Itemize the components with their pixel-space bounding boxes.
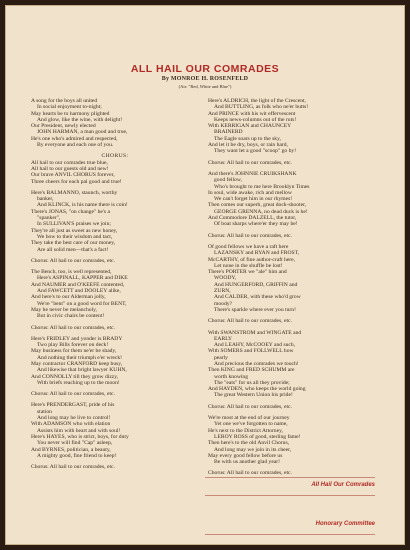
lyric-line: You never will find "Cap" asleep,	[37, 440, 113, 447]
lyric-line: All hail to our comrades true blue,	[31, 159, 108, 166]
lyric-line: Chorus: All hail to our comrades, etc.	[31, 391, 115, 398]
lyric-line: With SOMERS and FOLLWELL how	[208, 348, 294, 355]
lyric-line: Be with us another glad year!	[214, 459, 281, 466]
lyric-line: In soul, wide awake, rich and mellow	[208, 189, 292, 196]
lyric-line: They want let a good "scoop" go by!	[214, 148, 297, 155]
lyric-line: Then KING and FRED SCHUMM are	[208, 367, 295, 374]
lyric-line: LAZANSKY and RYAN and FROST,	[214, 250, 299, 257]
lyric-line: And likewise that bright lawyer KUHN,	[37, 367, 127, 374]
lyric-line: The "eats" for us all they provide;	[214, 379, 290, 386]
lyric-line: And here's to our Alderman jolly,	[31, 294, 106, 301]
lyric-line: May hearts be to harmony plighted	[31, 110, 110, 117]
lyric-line: Then comes our superb, great dock-shooter,	[208, 202, 307, 209]
lyric-line: The Eagle soars up to the sky,	[214, 135, 281, 142]
lyric-line: And BYRNES, politician, a beauty,	[31, 446, 111, 453]
lyric-line: Here's ASPINALL, KAPPER and DIKE	[37, 275, 128, 282]
lyric-line: pearly	[214, 354, 228, 361]
lyric-line: Chorus: All hail to our comrades, etc.	[31, 324, 115, 331]
lyric-line: Chorus: All hail to our comrades, etc.	[208, 470, 292, 477]
lyric-line: good fellow,	[214, 177, 242, 184]
lyric-line: And HAYDEN, who keeps the world going	[208, 386, 306, 393]
lyric-line: ZURN,	[214, 288, 231, 295]
program-page	[5, 5, 405, 545]
lyric-line: The great Western Union his pride!	[214, 392, 293, 399]
lyric-line: And FAWCETT and DOOLEY alike,	[37, 288, 121, 295]
footer-rule-bottom	[205, 534, 375, 535]
lyric-line: And BUTTLING, as folk who ne'er butts!	[214, 104, 309, 111]
lyric-line: LEROY ROSS of good, sterling fame!	[214, 433, 301, 440]
lyric-line: Of good fellows we have a raft here	[208, 243, 289, 250]
lyric-line: May business for them ne'er be shady,	[31, 348, 117, 355]
lyric-line: WOODY,	[214, 275, 237, 282]
lyric-line: And nothing their triumph e'er wreck!	[37, 354, 123, 361]
lyric-line: And NAUMER and O'KEEFE contented,	[31, 281, 125, 288]
lyric-line: And long may we join in its cheer,	[214, 446, 292, 453]
lyric-line: Chorus: All hail to our comrades, etc.	[208, 159, 292, 166]
lyric-line: JOHN HARMAN, a man good and true,	[37, 129, 128, 136]
lyric-line: We bow to their wisdom and tact,	[37, 233, 113, 240]
lyric-line: Our brave ANVIL CHORUS forever,	[31, 172, 115, 179]
lyric-line: Chorus: All hail to our comrades, etc.	[208, 403, 292, 410]
lyric-line: moody?	[214, 300, 233, 307]
lyric-line: Keeps news-columns out of the ruts!	[214, 116, 297, 123]
lyric-line: And there's JOHNNIE CRUIKSHANK	[208, 170, 297, 177]
lyric-line: Let none in the shuffle be lost!	[214, 262, 283, 269]
lyric-line: Chorus: All hail to our comrades, etc.	[208, 232, 292, 239]
lyric-line: May contractor CRANFORD keep busy,	[31, 360, 123, 367]
lyric-line: Of boat sharps where'er they may be!	[214, 221, 298, 228]
footer-committee: Honorary Committee	[315, 521, 375, 527]
air-note: (Air: "Red, White and Blue")	[178, 84, 232, 89]
lyric-line: May every good fellow before us	[208, 452, 283, 459]
lyric-line: Then here's to the old Anvil Chorus,	[208, 440, 290, 447]
lyric-line: "spanker",	[37, 215, 61, 222]
lyric-line: Here's PRENDERGAST, pride of his	[31, 402, 115, 409]
lyric-line: Here's BALMANNO, staunch, worthy	[31, 189, 118, 196]
lyric-line: They're all just as sweet as new honey,	[31, 227, 118, 234]
lyric-line: And glow, like the wine, with delight!	[37, 116, 123, 123]
lyric-line: EARLY	[214, 335, 233, 342]
lyric-line: With KERRIGAN and CHAUNCEY	[208, 123, 292, 130]
song-byline: By MONROE H. ROSENFELD	[161, 76, 249, 82]
lyric-line: station	[37, 408, 52, 415]
lyric-line: Assists him with heart and with soul!	[37, 427, 121, 434]
lyric-line: With ADAMSON who with elation	[31, 421, 111, 428]
lyric-line: Three cheers for each pal good and true!	[31, 178, 122, 185]
lyric-line: All hail to our guests old and new!	[31, 165, 109, 172]
lyric-line: And let it be dry, boys, or rain hard,	[208, 142, 288, 149]
lyric-line: In SULLIVAN'S praises we join;	[37, 221, 111, 228]
lyric-line: Here's ALDRICH, the light of the Crescent,	[208, 98, 306, 104]
lyric-line: banker,	[37, 196, 54, 203]
lyric-line: And CONNOLLY till they grow dizzy,	[31, 373, 119, 380]
lyric-line: But in civic chairs be content!	[37, 313, 105, 320]
lyric-line: And Commodore DALZELL, the tutor,	[208, 215, 297, 222]
footer-rule-top	[205, 477, 375, 478]
lyric-line: There's sparkle where ever you turn!	[214, 306, 296, 313]
lyric-line: There's PORTER we "ale" him and	[208, 269, 287, 276]
lyric-line: And HUNGERFORD, GRIFFIN and	[214, 281, 298, 288]
lyric-line: Two play Bills forever on deck!	[37, 342, 109, 349]
lyric-line: We're "bent" on a good word for BENT,	[37, 300, 127, 307]
lyric-line: The Bench, too, is well represented,	[31, 269, 112, 276]
lyric-line: Chorus: All hail to our comrades, etc.	[31, 464, 115, 471]
lyric-line: He's one who's admired and respected,	[31, 135, 118, 142]
lyric-line: GEORGE GRENNA, no dead duck is he!	[214, 208, 308, 215]
lyric-line: A mighty good, fine friend to keep!	[37, 452, 117, 459]
lyric-line: McCARTHY, of fine author-craft here,	[208, 256, 296, 263]
lyric-line: May he never be melancholy,	[31, 306, 97, 313]
lyric-line: We can't forget him in our rhymes!	[214, 196, 293, 203]
lyric-line: With SWANSTROM and WINGATE and	[208, 329, 302, 336]
lyric-line: Are all solid men—that's a fact!	[37, 246, 109, 253]
song-title: ALL HAIL OUR COMRADES	[130, 63, 280, 75]
lyric-line: He's next to the District Attorney,	[208, 427, 283, 434]
lyric-line: With briefs reaching up to the moon!	[37, 379, 120, 386]
lyric-line: We're most at the end of our journey	[208, 415, 290, 422]
lyric-line: And LEAHY, McCOOEY and such,	[214, 342, 296, 349]
lyric-line: Who's brought to me here Brooklyn Times	[214, 183, 310, 190]
footer-song-name: All Hail Our Comrades	[311, 482, 375, 488]
lyric-line: A song for the boys all united	[31, 98, 98, 104]
lyric-line: They take the best care of our money,	[31, 240, 116, 247]
lyrics-right-column	[208, 98, 376, 477]
lyric-line: By everyone and each one of you.	[37, 142, 114, 149]
lyric-line: And long may he live to control!	[37, 415, 111, 422]
lyric-line: In social enjoyment to-night;	[37, 104, 102, 111]
lyric-line: Chorus: All hail to our comrades, etc.	[31, 257, 115, 264]
lyric-line: worth knowing	[214, 373, 249, 380]
lyrics-left-column	[31, 98, 199, 470]
lyric-line: CHORUS:	[101, 153, 129, 160]
lyric-line: And KLINCK, is his name there is coin!	[37, 202, 128, 209]
lyric-line: BRAINERD	[214, 129, 243, 136]
footer-rule-middle	[205, 495, 375, 496]
lyric-line: And CALDER, with these who'd grow	[214, 294, 301, 301]
lyric-line: Our President, newly elected	[31, 123, 96, 130]
lyric-line: Yet one we've forgotten to name,	[214, 421, 288, 428]
lyric-line: Here's FRIDLEY and yonder is BRADY	[31, 335, 123, 342]
lyric-line: And precious the comrades we touch!	[214, 360, 299, 367]
lyric-line: There's JONAS, "on change" he's a	[31, 208, 110, 215]
lyric-line: Here's HAYES, who is strict, boys, for duty	[31, 433, 129, 440]
lyric-line: And PRINCE with his wit effervescent	[208, 110, 296, 117]
lyric-line: Chorus: All hail to our comrades, etc.	[208, 318, 292, 325]
